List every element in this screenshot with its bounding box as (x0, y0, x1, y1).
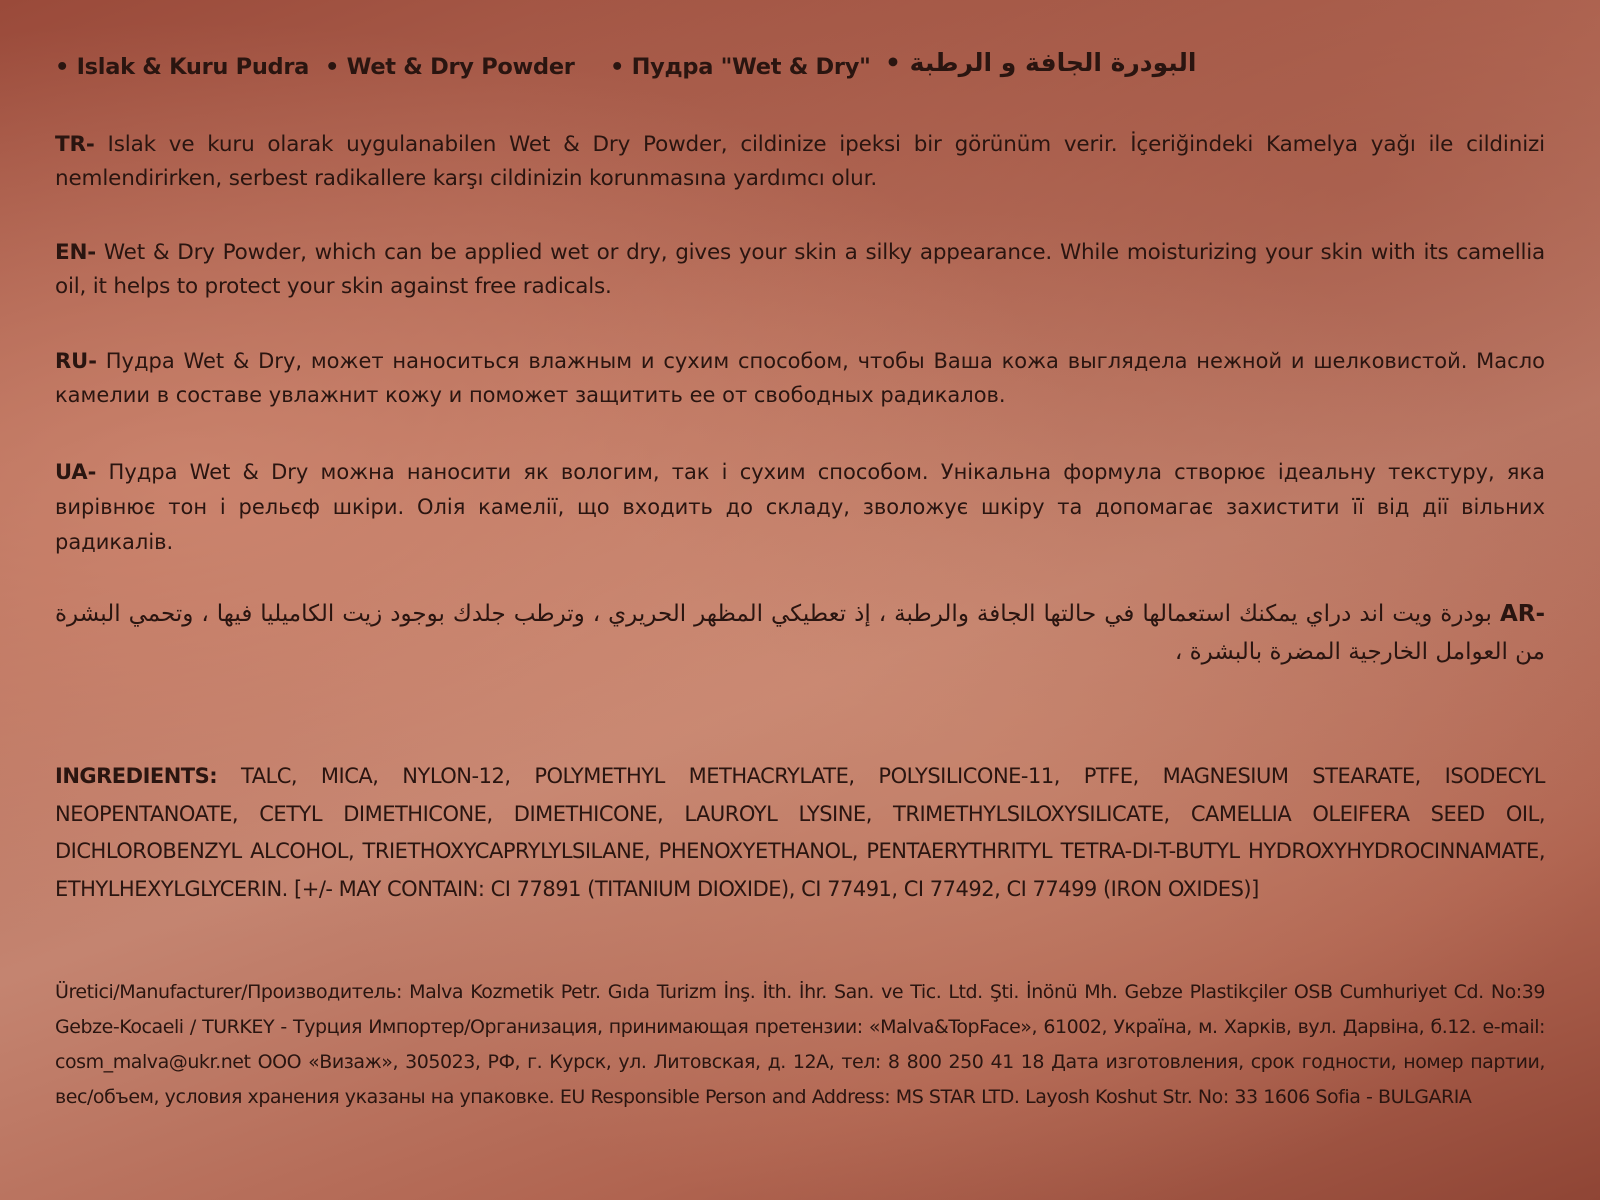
description-text-tr: Islak ve kuru olarak uygulanabilen Wet & Dry Powder, cildinize ipeksi bir görünüm verir. İçeriğindeki Kamelya yağı ile cildinizi nemlendirirken, serbest radikallere karşı cildinizin korunmasına yardımcı olur. (55, 132, 1545, 191)
ingredients-text: TALC, MICA, NYLON-12, POLYMETHYL METHACRYLATE, POLYSILICONE-11, PTFE, MAGNESIUM STEARATE, ISODECYL NEOPENTANOATE, CETYL DIMETHICONE, DIMETHICONE, LAUROYL LYSINE, TRIMETHYLSILOXYSILICATE, CAMELLIA OLEIFERA SEED OIL, DICHLOROBENZYL ALCOHOL, TRIETHOXYCAPRYLYLSILANE, PHENOXYETHANOL, PENTAERYTHRITYL TETRA-DI-T-BUTYL HYDROXYHYDROCINNAMATE, ETHYLHEXYLGLYCERIN. [+/- MAY CONTAIN: CI 77891 (TITANIUM DIOXIDE), CI 77491, CI 77492, CI 77499 (IRON OXIDES)] (55, 764, 1545, 901)
description-tr (55, 128, 1545, 195)
manufacturer-info: Üretici/Manufacturer/Производитель: Malva Kozmetik Petr. Gıda Turizm İnş. İth. İhr. San. ve Tic. Ltd. Şti. İnönü Mh. Gebze Plastikçiler OSB Cumhuriyet Cd. No:39 Gebze-Kocaeli / TURKEY - Турция Импортер/Организация, принимающая претензии: «Malva&TopFace», 61002, Україна, м. Харків, вул. Дарвіна, б.12. e-mail: cosm_malva@ukr.net ООО «Визаж», 305023, РФ, г. Курск, ул. Литовская, д. 12А, тел: 8 800 250 41 18 Дата изготовления, срок годности, номер партии, вес/объем, условия хранения указаны на упаковке. EU Responsible Person and Address: MS STAR LTD. Layosh Koshut Str. No: 33 1606 Sofia - BULGARIA (55, 981, 1545, 1108)
product-name-row (55, 48, 1225, 88)
language-code-ua: UA- (55, 460, 97, 484)
language-code-tr: TR- (55, 132, 95, 157)
language-code-ar: AR- (1499, 601, 1545, 627)
product-name-en: • Wet & Dry Powder (325, 54, 575, 80)
product-name-ar: البودرة الجافة و الرطبة • (885, 48, 1197, 77)
description-ru (55, 345, 1545, 412)
package-back-label (55, 0, 1545, 1200)
description-text-ru: Пудра Wet & Dry, может наноситься влажным и сухим способом, чтобы Ваша кожа выглядела нежной и шелковистой. Масло камелии в составе увлажнит кожу и поможет защитить ее от свободных радикалов. (55, 349, 1545, 407)
description-ua (55, 455, 1545, 560)
language-code-en: EN- (55, 240, 97, 265)
description-en (55, 236, 1545, 303)
description-text-en: Wet & Dry Powder, which can be applied wet or dry, gives your skin a silky appearance. While moisturizing your skin with its camellia oil, it helps to protect your skin against free radicals. (55, 240, 1545, 299)
product-name-tr: • Islak & Kuru Pudra (55, 54, 310, 80)
language-code-ru: RU- (55, 349, 97, 373)
ingredients-label: INGREDIENTS: (55, 764, 218, 788)
description-text-ar: بودرة ويت اند دراي يمكنك استعمالها في حالتها الجافة والرطبة ، إذ تعطيكي المظهر الحريري ، وترطب جلدك بوجود زيت الكاميليا فيها ، وتحمي البشرة من العوامل الخارجية المضرة بالبشرة ، (55, 601, 1545, 665)
description-text-ua: Пудра Wet & Dry можна наносити як вологим, так і сухим способом. Унікальна формула створює ідеальну текстуру, яка вирівнює тон і рельєф шкіри. Олія камелії, що входить до складу, зволожує шкіру та допомагає захистити її від дії вільних радикалів. (55, 460, 1545, 554)
product-name-ru: • Пудра "Wet & Dry" (610, 54, 871, 80)
description-ar (55, 595, 1545, 671)
ingredients-list (55, 758, 1545, 908)
